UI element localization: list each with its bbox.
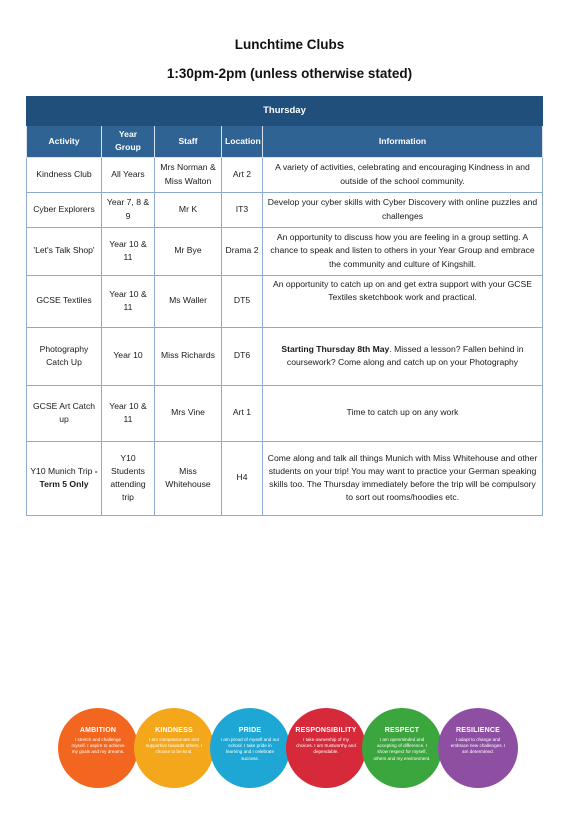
page-title: Lunchtime Clubs (234, 37, 345, 52)
location-cell: DT6 (222, 327, 263, 385)
clubs-table (26, 96, 543, 516)
value-description: I am proud of myself and our school. I take pride in learning and I celebrate success. (220, 737, 280, 761)
value-title: RESPONSIBILITY (295, 727, 357, 734)
location-cell: H4 (222, 441, 263, 515)
year-group-cell: Year 7, 8 & 9 (102, 192, 155, 227)
staff-cell: Mrs Norman & Miss Walton (155, 157, 222, 192)
year-group-cell: Year 10 & 11 (102, 275, 155, 327)
staff-cell: Mr K (155, 192, 222, 227)
information-cell: Develop your cyber skills with Cyber Discovery with online puzzles and challenges (263, 192, 543, 227)
staff-cell: Ms Waller (155, 275, 222, 327)
value-description: I take ownership of my choices. I am trustworthy and dependable. (296, 737, 356, 755)
activity-note: - Term 5 Only (39, 465, 98, 490)
activity-cell: Cyber Explorers (27, 192, 102, 227)
value-description: I am compassionate and supportive towards others. I choose to be kind. (145, 737, 203, 755)
column-header-activity: Activity (27, 126, 102, 158)
location-cell: Art 2 (222, 157, 263, 192)
location-cell: IT3 (222, 192, 263, 227)
location-cell: DT5 (222, 275, 263, 327)
page-subtitle: 1:30pm-2pm (unless otherwise stated) (166, 66, 413, 81)
table-row (27, 385, 543, 441)
school-values-banner (0, 708, 579, 788)
activity-cell: 'Let's Talk Shop' (27, 227, 102, 275)
day-header-row (27, 97, 543, 126)
table-row (27, 192, 543, 227)
activity-cell: GCSE Textiles (27, 275, 102, 327)
value-description: I stretch and challenge myself. I aspire to achieve my goals and my dreams. (71, 737, 125, 755)
value-title: RESPECT (384, 727, 420, 734)
value-badge-kindness (134, 708, 214, 788)
information-cell: Come along and talk all things Munich with Miss Whitehouse and other students on your trip! You may want to practice your German speaking skills too. The Thursday immediately before the trip will be compulsory to sort out rooms/hoodies etc. (263, 441, 543, 515)
column-header-information: Information (263, 126, 543, 158)
value-title: RESILIENCE (455, 727, 500, 734)
activity-cell (27, 441, 102, 515)
value-title: AMBITION (79, 727, 117, 734)
table-row (27, 441, 543, 515)
table-row (27, 157, 543, 192)
year-group-cell: Year 10 (102, 327, 155, 385)
year-group-cell: Y10 Students attending trip (102, 441, 155, 515)
staff-cell: Mrs Vine (155, 385, 222, 441)
year-group-cell: Year 10 & 11 (102, 385, 155, 441)
table-row (27, 275, 543, 327)
column-header-staff: Staff (155, 126, 222, 158)
activity-cell: Photography Catch Up (27, 327, 102, 385)
information-lead: Starting Thursday 8th May (281, 343, 390, 354)
value-title: PRIDE (238, 727, 262, 734)
information-cell: Time to catch up on any work (263, 385, 543, 441)
information-cell: An opportunity to catch up on and get extra support with your GCSE Textiles sketchbook work and practical. (263, 275, 543, 327)
value-title: KINDNESS (155, 727, 193, 734)
information-cell: An opportunity to discuss how you are feeling in a group setting. A chance to speak and listen to others in your Year Group and embrace the community and culture of Kingshill. (263, 227, 543, 275)
activity-cell: GCSE Art Catch up (27, 385, 102, 441)
value-badge-resilience (438, 708, 518, 788)
table-row (27, 327, 543, 385)
activity-name: Y10 Munich Trip (30, 465, 95, 476)
staff-cell: Mr Bye (155, 227, 222, 275)
column-header-row (27, 126, 543, 158)
value-badge-responsibility (286, 708, 366, 788)
information-cell (263, 327, 543, 385)
day-header: Thursday (27, 97, 543, 126)
information-text: . Missed a lesson? Fallen behind in coursework? Come along and catch up on your Photography (286, 343, 524, 368)
information-cell: A variety of activities, celebrating and encouraging Kindness in and outside of the school community. (263, 157, 543, 192)
value-badge-pride (210, 708, 290, 788)
year-group-cell: All Years (102, 157, 155, 192)
activity-cell: Kindness Club (27, 157, 102, 192)
location-cell: Drama 2 (222, 227, 263, 275)
table-row (27, 227, 543, 275)
value-badge-ambition (58, 708, 138, 788)
value-description: I am openminded and accepting of difference. I show respect for myself, others and my environment. (373, 737, 431, 761)
column-header-year-group: Year Group (102, 126, 155, 158)
location-cell: Art 1 (222, 385, 263, 441)
staff-cell: Miss Whitehouse (155, 441, 222, 515)
column-header-location: Location (222, 126, 263, 158)
year-group-cell: Year 10 & 11 (102, 227, 155, 275)
staff-cell: Miss Richards (155, 327, 222, 385)
value-description: I adapt to change and embrace new challenges. I am determined. (450, 737, 506, 755)
value-badge-respect (362, 708, 442, 788)
